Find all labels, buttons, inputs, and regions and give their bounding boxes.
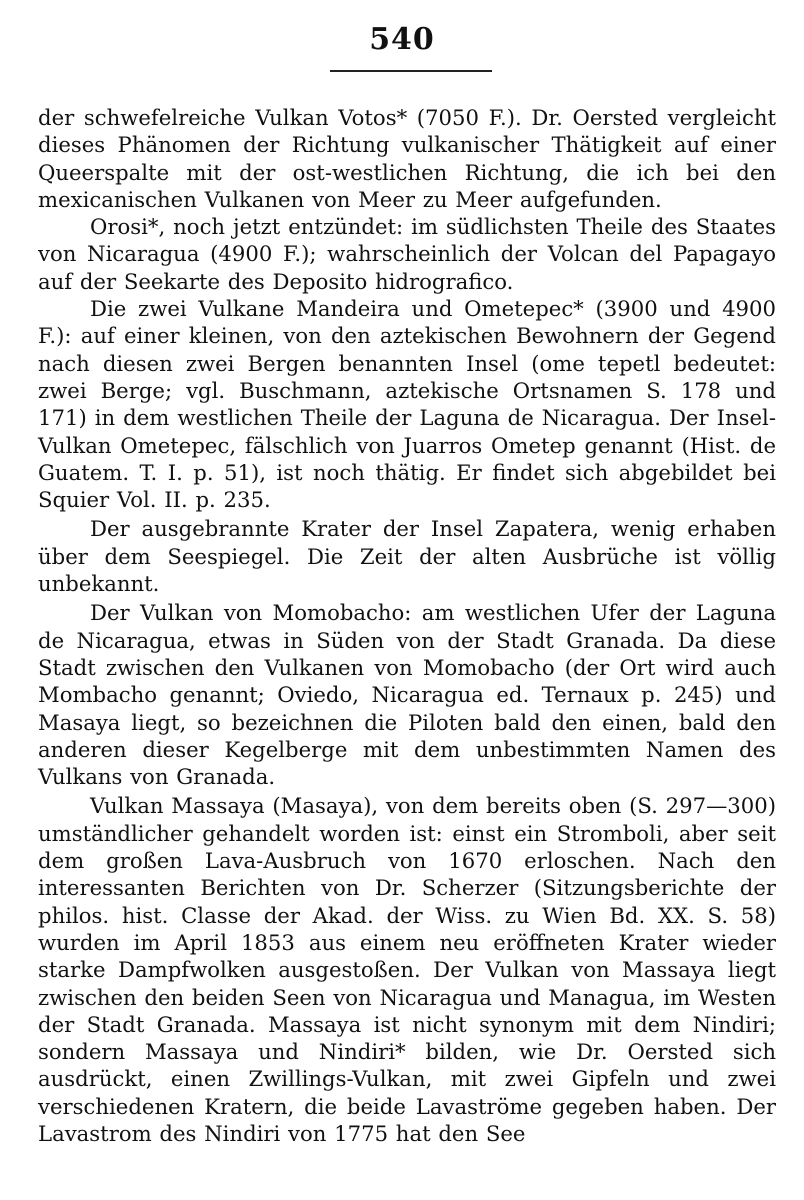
paragraph: Der Vulkan von Momobacho: am westlichen Ufer der Laguna de Nicaragua, etwas in Süden von der Stadt Granada. Da diese Stadt zwischen den Vulkanen von Momobacho (der Ort wird auch Mombacho genannt; Oviedo, Nicaragua ed. Ternaux p. 245) und Masaya liegt, so bezeichnen die Piloten bald den einen, bald den anderen dieser Kegelberge mit dem unbestimmten Namen des Vulkans von Granada. bbox=[38, 600, 776, 790]
paragraph: Der ausgebrannte Krater der Insel Zapatera, wenig erhaben über dem Seespiegel. Die Zeit der alten Ausbrüche ist völlig unbekannt. bbox=[38, 516, 776, 597]
page-number: 540 bbox=[369, 22, 435, 57]
body-text bbox=[38, 104, 776, 1147]
paragraph: Die zwei Vulkane Mandeira und Ometepec* (3900 und 4900 F.): auf einer kleinen, von den aztekischen Bewohnern der Gegend nach diesen zwei Bergen benannten Insel (ome tepetl bedeutet: zwei Berge; vgl. Buschmann, aztekische Ortsnamen S. 178 und 171) in dem westlichen Theile der Laguna de Nicaragua. Der Insel-Vulkan Ometepec, fälschlich von Juarros Ometep genannt (Hist. de Guatem. T. I. p. 51), ist noch thätig. Er findet sich abgebildet bei Squier Vol. II. p. 235. bbox=[38, 296, 776, 513]
paragraph: Vulkan Massaya (Masaya), von dem bereits oben (S. 297—300) umständlicher gehandelt worden ist: einst ein Stromboli, aber seit dem großen Lava-Ausbruch von 1670 erloschen. Nach den interessanten Berichten von Dr. Scherzer (Sitzungsberichte der philos. hist. Classe der Akad. der Wiss. zu Wien Bd. XX. S. 58) wurden im April 1853 aus einem neu eröffneten Krater wieder starke Dampfwolken ausgestoßen. Der Vulkan von Massaya liegt zwischen den beiden Seen von Nicaragua und Managua, im Westen der Stadt Granada. Massaya ist nicht synonym mit dem Nindiri; sondern Massaya und Nindiri* bilden, wie Dr. Oersted sich ausdrückt, einen Zwillings-Vulkan, mit zwei Gipfeln und zwei verschiedenen Kratern, die beide Lavaströme gegeben haben. Der Lavastrom des Nindiri von 1775 hat den See bbox=[38, 793, 776, 1146]
paragraph: Orosi*, noch jetzt entzündet: im südlichsten Theile des Staates von Nicaragua (4900 F.); wahrscheinlich der Volcan del Papagayo auf der Seekarte des Deposito hidrografico. bbox=[38, 214, 776, 294]
header-rule bbox=[330, 70, 492, 72]
paragraph: der schwefelreiche Vulkan Votos* (7050 F.). Dr. Oersted vergleicht dieses Phänomen der Richtung vulkanischer Thätigkeit auf einer Queerspalte mit der ost-westlichen Richtung, die ich bei den mexicanischen Vulkanen von Meer zu Meer aufgefunden. bbox=[38, 105, 776, 212]
